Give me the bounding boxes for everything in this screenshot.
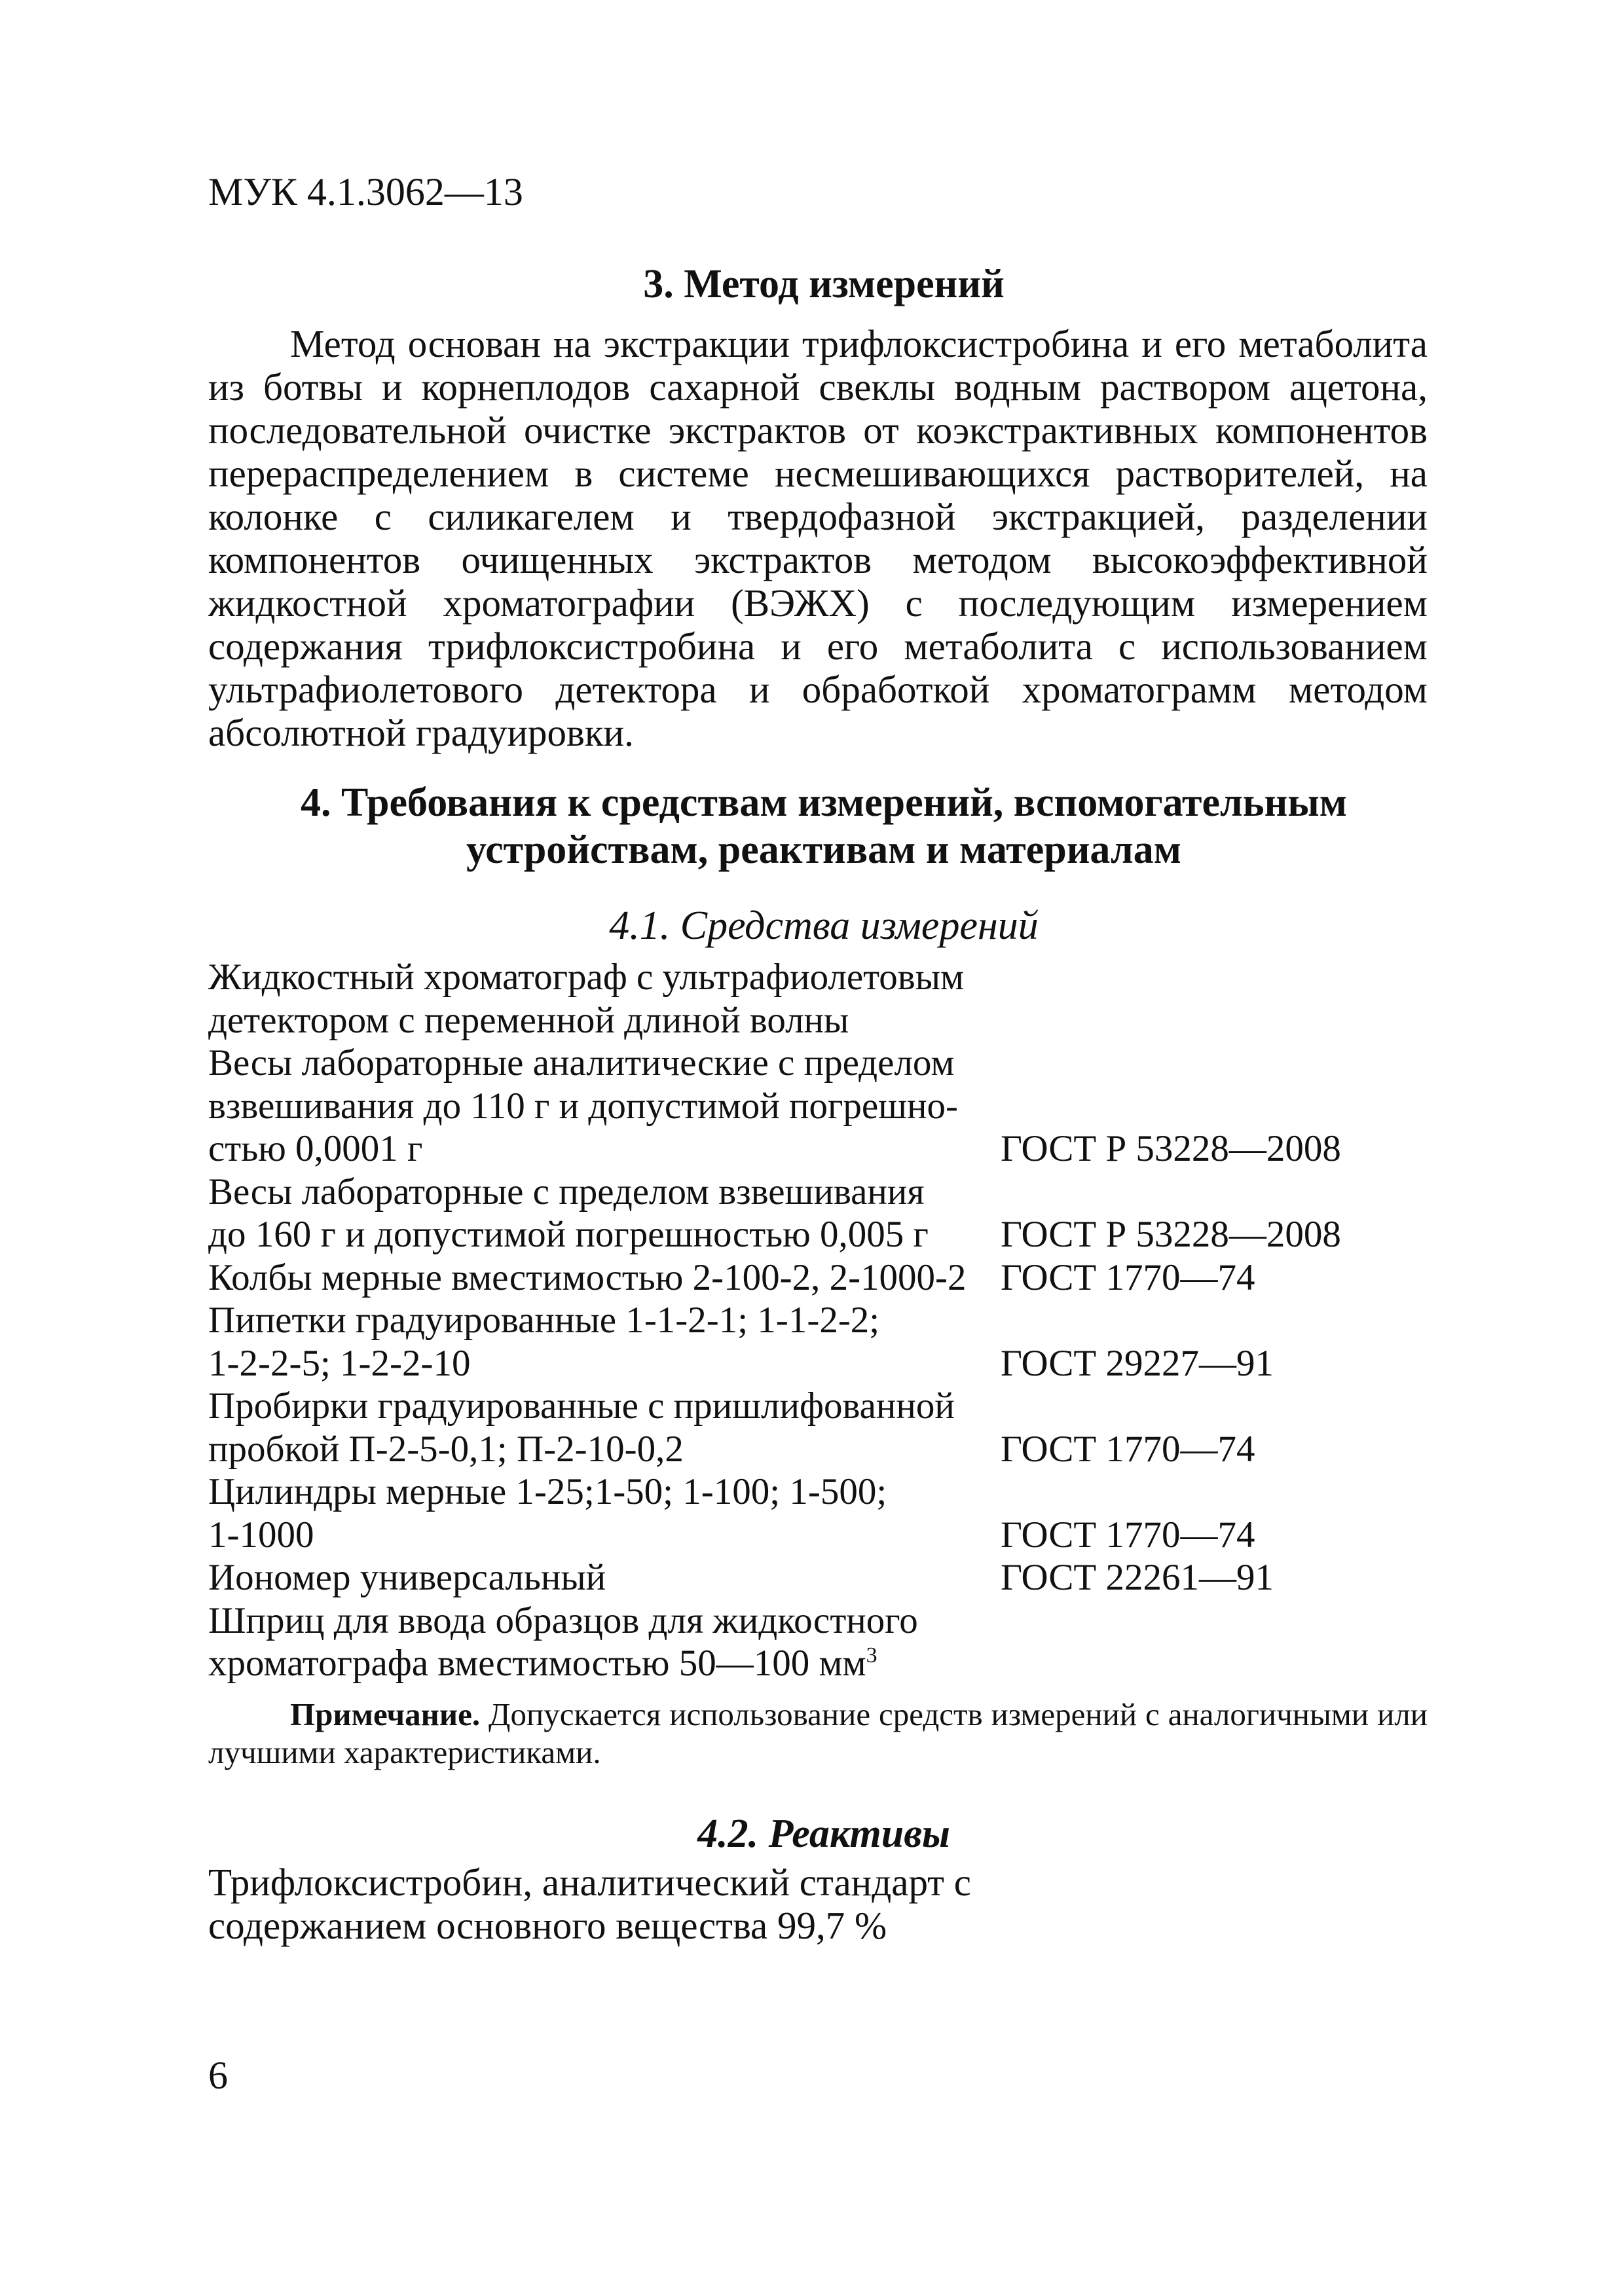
instrument-row xyxy=(208,1299,1439,1385)
instrument-name: Весы лабораторные с пределом взвешивания до 160 г и допустимой погрешностью 0,005 г xyxy=(208,1171,929,1255)
instrument-name: Колбы мерные вместимостью 2-100-2, 2-1000-2 xyxy=(208,1256,967,1298)
instrument-standard: ГОСТ Р 53228—2008 xyxy=(1001,1128,1341,1169)
instrument-row xyxy=(208,1556,1439,1599)
instrument-row xyxy=(208,956,1439,1042)
note xyxy=(208,1696,1428,1772)
instrument-standard: ГОСТ 1770—74 xyxy=(1001,1514,1255,1556)
note-label: Примечание. xyxy=(290,1696,481,1732)
instrument-row xyxy=(208,1385,1439,1470)
running-head: МУК 4.1.3062—13 xyxy=(208,170,523,213)
subsection-4-2-heading: 4.2. Реактивы xyxy=(697,1812,950,1856)
reagents-text: Трифлоксистробин, аналитический стандарт с содержанием основного вещества 99,7 % xyxy=(208,1861,971,1947)
subsection-4-1-heading: 4.1. Средства измерений xyxy=(609,903,1039,948)
instrument-row xyxy=(208,1171,1439,1256)
section-4-heading-line-2: устройствам, реактивам и материалам xyxy=(466,828,1181,872)
instrument-name: Пробирки градуированные с пришлифованной пробкой П-2-5-0,1; П-2-10-0,2 xyxy=(208,1385,955,1470)
instrument-standard: ГОСТ 1770—74 xyxy=(1001,1428,1255,1470)
section-4-heading xyxy=(208,779,1439,873)
instrument-name: Весы лабораторные аналитические с пределом взвешивания до 110 г и допустимой погрешно- стью 0,0001 г xyxy=(208,1042,959,1169)
note-text: Допускается использование средств измерений с аналогичными или лучшими характеристиками. xyxy=(208,1696,1428,1770)
instrument-standard: ГОСТ 1770—74 xyxy=(1001,1256,1255,1298)
instrument-row xyxy=(208,1599,1439,1685)
instrument-standard: ГОСТ Р 53228—2008 xyxy=(1001,1214,1341,1255)
instrument-standard: ГОСТ 29227—91 xyxy=(1001,1342,1274,1384)
syringe-text: Шприц для ввода образцов для жидкостного хроматографа вместимостью 50—100 мм xyxy=(208,1599,918,1684)
instrument-row xyxy=(208,1256,1439,1300)
instrument-row xyxy=(208,1042,1439,1171)
instruments-list xyxy=(208,956,1439,1685)
instrument-name: Иономер универсальный xyxy=(208,1557,606,1598)
section-3-heading: 3. Метод измерений xyxy=(643,262,1005,306)
instrument-name-syringe xyxy=(208,1599,1001,1685)
instrument-row xyxy=(208,1470,1439,1556)
page-number: 6 xyxy=(208,2054,228,2097)
section-3-paragraph: Метод основан на экстракции трифлоксистробина и его метаболита из ботвы и корнеплодов сахарной свеклы водным раствором ацетона, последовательной очистке экстрактов от коэкстрактивных компонентов перераспределением в системе несмешивающихся растворителей, на колонке с силикагелем и твердофазной экстракцией, разделении компонентов очищенных экстрактов методом высокоэффективной жидкостной хроматографии (ВЭЖХ) с последующим измерением содержания трифлоксистробина и его метаболита с использованием ультрафиолетового детектора и обработкой хроматограмм методом абсолютной градуировки. xyxy=(208,322,1428,754)
section-4-heading-line-1: 4. Требования к средствам измерений, вспомогательным xyxy=(301,780,1347,825)
superscript-3: 3 xyxy=(866,1643,877,1667)
instrument-name: Пипетки градуированные 1-1-2-1; 1-1-2-2; 1-2-2-5; 1-2-2-10 xyxy=(208,1300,880,1384)
instrument-name: Жидкостный хроматограф с ультрафиолетовым детектором с переменной длиной волны xyxy=(208,957,965,1041)
instrument-name: Цилиндры мерные 1-25;1-50; 1-100; 1-500; 1-1000 xyxy=(208,1471,887,1556)
instrument-standard: ГОСТ 22261—91 xyxy=(1001,1557,1274,1598)
